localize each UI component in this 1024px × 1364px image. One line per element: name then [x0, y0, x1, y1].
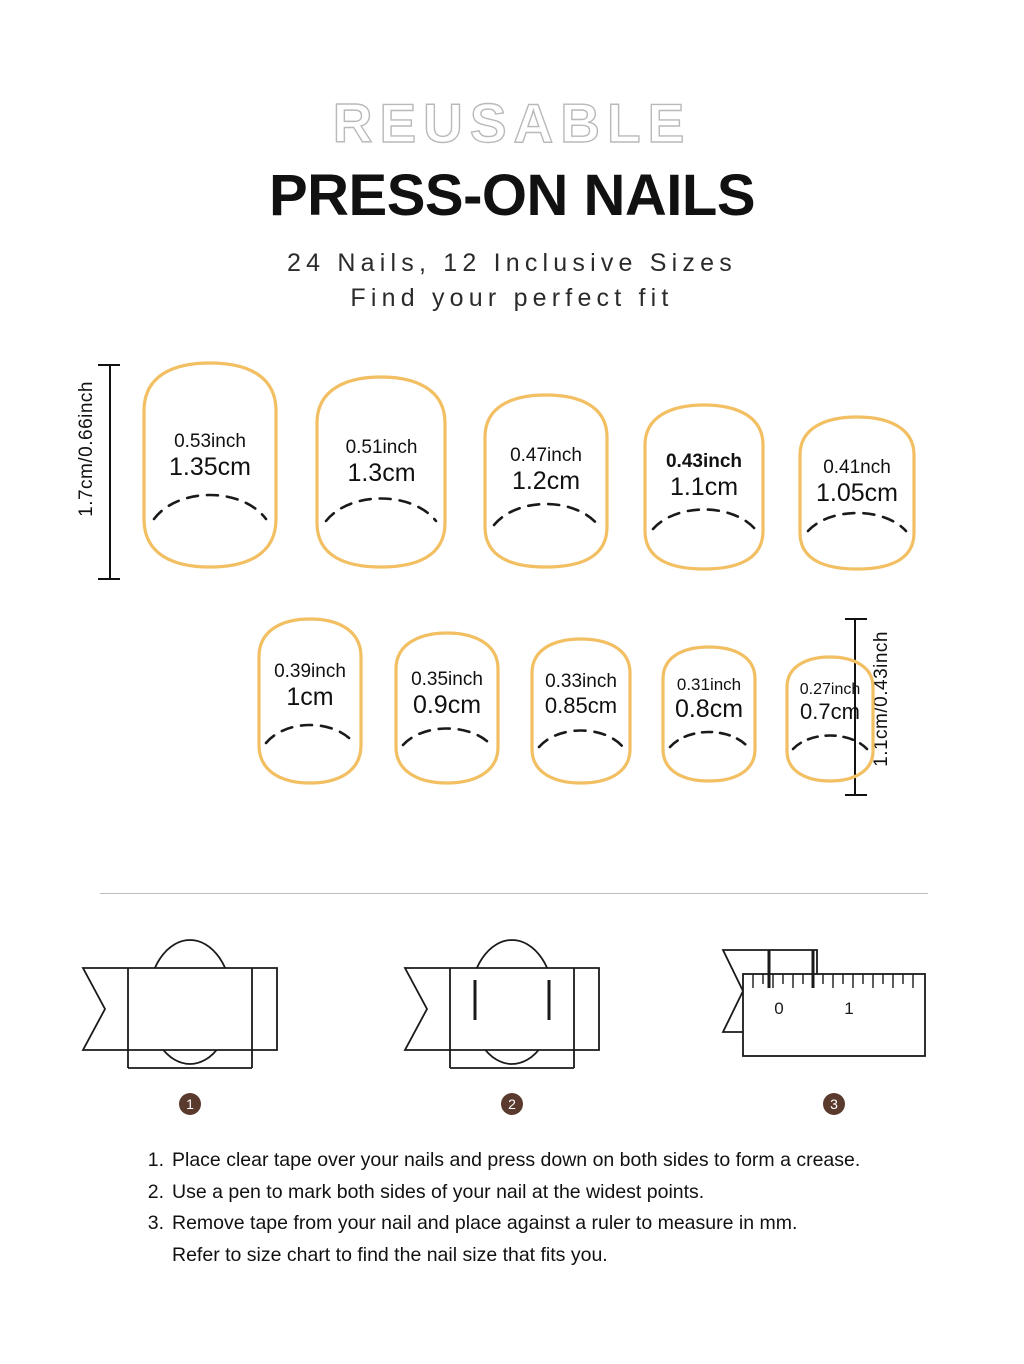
instruction-item — [140, 1145, 940, 1177]
nail-size-cm: 1.05cm — [816, 478, 898, 507]
nail-row-bottom — [248, 615, 896, 787]
nail-size-inch: 0.31inch — [676, 675, 742, 694]
nail-swatch[interactable] — [633, 401, 775, 573]
nail-size-inch: 0.51inch — [345, 437, 418, 458]
instruction-item — [140, 1208, 940, 1240]
instructions-list — [140, 1145, 940, 1271]
nail-size-inch: 0.53inch — [174, 431, 246, 452]
step-badge: 2 — [501, 1093, 523, 1115]
nail-size-cm: 0.85cm — [544, 692, 618, 718]
nail-row-top — [130, 359, 939, 573]
nail-size-cm: 1.35cm — [169, 452, 251, 481]
ruler-right-label: 1.1cm/0.43inch — [871, 631, 892, 767]
nail-swatch[interactable] — [473, 391, 619, 573]
nail-swatch[interactable] — [386, 629, 508, 787]
step-badge: 1 — [179, 1093, 201, 1115]
measure-with-ruler-icon — [709, 928, 959, 1078]
ruler-mark-one: 1 — [844, 999, 854, 1018]
nail-swatch[interactable] — [789, 413, 925, 573]
section-divider — [100, 893, 928, 894]
nail-swatch[interactable] — [778, 653, 882, 787]
page-title-outline: REUSABLE — [332, 92, 692, 154]
step-1 — [65, 928, 315, 1115]
ruler-left-label: 1.7cm/0.66inch — [76, 381, 97, 517]
instruction-item — [140, 1177, 940, 1209]
nail-swatch[interactable] — [304, 373, 459, 573]
instruction-continuation: Refer to size chart to find the nail size that fits you. — [172, 1243, 608, 1266]
ruler-mark-zero: 0 — [774, 999, 784, 1018]
instruction-text: Remove tape from your nail and place against a ruler to measure in mm. — [172, 1212, 798, 1235]
nail-size-inch: 0.33inch — [545, 671, 617, 692]
ruler-left — [76, 363, 120, 587]
nail-size-cm: 0.8cm — [674, 694, 744, 723]
subtitle-count: 24 Nails, 12 Inclusive Sizes — [287, 249, 737, 277]
nail-size-inch: 0.35inch — [411, 669, 483, 690]
step-badge: 3 — [823, 1093, 845, 1115]
nail-size-cm: 1cm — [286, 682, 334, 711]
nail-size-cm: 1.2cm — [511, 466, 581, 495]
nail-size-inch: 0.39inch — [274, 661, 346, 682]
nail-size-inch: 0.47inch — [510, 445, 582, 466]
instruction-number: 1. — [147, 1149, 164, 1171]
nail-swatch[interactable] — [522, 635, 640, 787]
nail-swatch[interactable] — [248, 615, 372, 787]
nail-swatch[interactable] — [654, 643, 764, 787]
nail-size-cm: 1.1cm — [669, 472, 739, 501]
nail-size-inch: 0.27inch — [799, 681, 861, 698]
nail-swatch[interactable] — [130, 359, 290, 573]
nail-size-inch: 0.41nch — [823, 457, 891, 478]
page-title: PRESS-ON NAILS — [268, 163, 756, 228]
header — [0, 0, 1024, 313]
step-3 — [709, 928, 959, 1115]
nail-size-chart — [0, 359, 1024, 829]
instruction-number: 3. — [147, 1212, 164, 1235]
mark-nail-sides-icon — [387, 928, 637, 1078]
nail-size-cm: 1.3cm — [347, 458, 416, 487]
instruction-text: Use a pen to mark both sides of your nail at the widest points. — [172, 1180, 705, 1203]
subtitle-tagline: Find your perfect fit — [350, 284, 674, 312]
instruction-number: 2. — [147, 1180, 164, 1203]
steps-illustrations — [0, 928, 1024, 1115]
nail-size-cm: 0.9cm — [412, 690, 482, 719]
nail-size-cm: 0.7cm — [800, 699, 860, 725]
nail-size-inch: 0.43inch — [665, 451, 743, 472]
instruction-text: Place clear tape over your nails and press down on both sides to form a crease. — [172, 1149, 861, 1171]
step-2 — [387, 928, 637, 1115]
tape-over-nail-icon — [65, 928, 315, 1078]
